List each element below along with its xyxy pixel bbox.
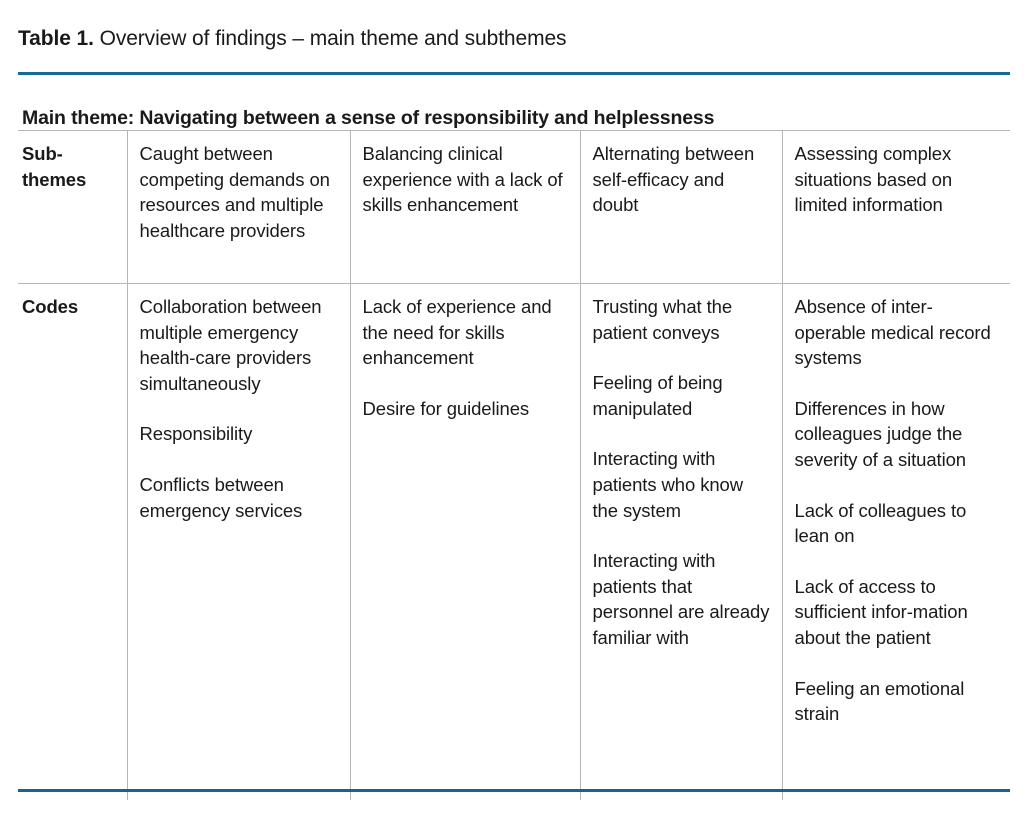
row-label-subthemes: Sub-themes <box>18 131 127 284</box>
code-item: Absence of inter-operable medical record systems <box>794 296 991 369</box>
code-item: Collaboration between multiple emergency health-care providers simultaneously <box>139 296 322 394</box>
codes-cell-1 <box>127 284 350 801</box>
subtheme-cell-1: Caught between competing demands on resources and multiple healthcare providers <box>127 131 350 284</box>
main-theme-heading: Main theme: Navigating between a sense of responsibility and helplessness <box>22 107 715 129</box>
table-caption-label: Table 1. <box>18 27 94 50</box>
codes-cell-2 <box>350 284 580 801</box>
row-label-codes: Codes <box>18 284 127 801</box>
code-item: Lack of experience and the need for skills enhancement <box>362 296 552 369</box>
top-accent-rule <box>18 72 1010 75</box>
code-item: Lack of access to sufficient infor-mation about the patient <box>794 575 968 648</box>
code-item: Responsibility <box>139 423 253 445</box>
code-item: Feeling of being manipulated <box>592 372 723 419</box>
subtheme-cell-4: Assessing complex situations based on limited information <box>782 131 1010 284</box>
table-caption <box>18 26 566 52</box>
findings-table-wrapper <box>18 130 1010 800</box>
code-item: Lack of colleagues to lean on <box>794 499 967 547</box>
table-caption-text: Overview of findings – main theme and subthemes <box>93 27 567 50</box>
table-row-codes <box>18 284 1010 801</box>
code-item: Desire for guidelines <box>362 397 530 419</box>
bottom-accent-rule <box>18 789 1010 792</box>
code-item: Feeling an emotional strain <box>794 677 965 725</box>
code-item: Trusting what the patient conveys <box>592 296 733 343</box>
findings-table <box>18 130 1010 800</box>
table-row-subthemes <box>18 131 1010 284</box>
codes-cell-4 <box>782 284 1010 801</box>
code-item: Interacting with patients who know the system <box>592 448 744 521</box>
code-item: Interacting with patients that personnel are already familiar with <box>592 550 770 648</box>
codes-cell-3 <box>580 284 782 801</box>
subtheme-cell-3: Alternating between self-efficacy and doubt <box>580 131 782 284</box>
code-item: Differences in how colleagues judge the severity of a situation <box>794 397 966 470</box>
code-item: Conflicts between emergency services <box>139 473 303 521</box>
subtheme-cell-2: Balancing clinical experience with a lack of skills enhancement <box>350 131 580 284</box>
